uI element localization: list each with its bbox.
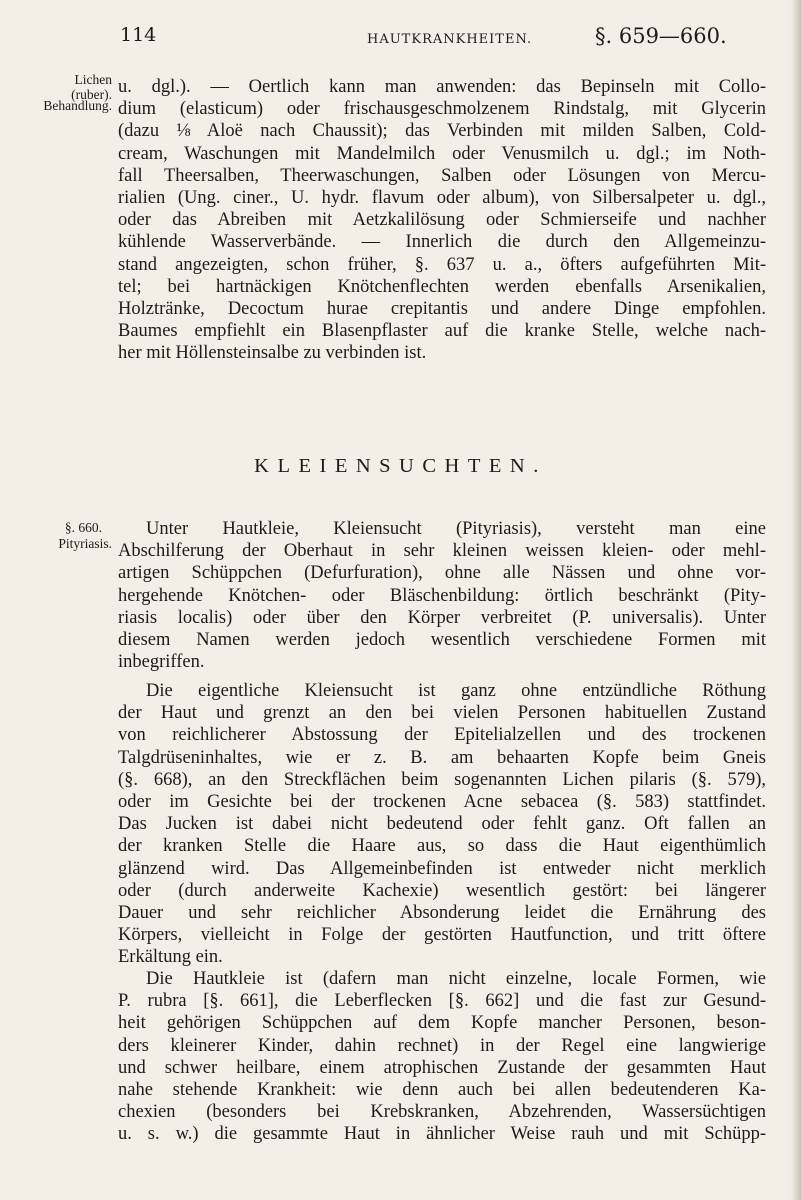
text-line: her mit Höllensteinsalbe zu verbinden ist.	[118, 343, 427, 364]
text-line: ders kleinerer Kinder, dahin rechnet) in der Regel eine langwierige	[118, 1035, 766, 1056]
text-line: Dauer und sehr reichlicher Absonderung leidet die Ernährung des	[118, 903, 766, 924]
page-edge	[791, 0, 801, 1200]
text-line: und schwer heilbare, einem atrophischen Zustande der gesammten Haut	[118, 1057, 766, 1078]
text-line: Abschilferung der Oberhaut in sehr kleinen weissen kleien- oder mehl-	[118, 541, 766, 562]
text-line: hergehende Knötchen- oder Bläschenbildung: örtlich beschränkt (Pity-	[118, 585, 766, 606]
paragraph-definition	[118, 518, 766, 673]
text-line: Die eigentliche Kleiensucht ist ganz ohne entzündliche Röthung	[146, 681, 766, 701]
paragraph-course	[118, 968, 766, 1146]
text-line: diesem Namen werden jedoch wesentlich verschiedene Formen mit	[118, 630, 766, 651]
text-line: heit gehörigen Schüppchen auf dem Kopfe mancher Personen, beson-	[118, 1013, 766, 1034]
paragraph-treatment	[118, 76, 766, 365]
text-line: nahe stehende Krankheit: wie denn auch bei allen bedeutenderen Ka-	[118, 1080, 766, 1101]
section-range: §. 659—660.	[595, 24, 727, 48]
text-line: rialien (Ung. ciner., U. hydr. flavum oder album), von Silbersalpeter u. dgl.,	[118, 188, 766, 209]
text-line: cream, Waschungen mit Mandelmilch oder Venusmilch u. dgl.; im Noth-	[118, 143, 766, 164]
text-line: Erkältung ein.	[118, 947, 223, 968]
text-line: artigen Schüppchen (Defurfuration), ohne alle Nässen und ohne vor-	[118, 563, 766, 584]
text-line: (§. 668), an den Streckflächen beim sogenannten Lichen pilaris (§. 579),	[118, 769, 766, 790]
text-line: der Haut und grenzt an den bei vielen Personen habituellen Zustand	[118, 703, 766, 724]
margin-note-pityriasis: Pityriasis.	[58, 536, 112, 551]
text-line: kühlende Wasserverbände. — Innerlich die durch den Allgemeinzu-	[118, 232, 766, 253]
margin-note-lichen: Lichen (ruber).	[71, 72, 112, 102]
text-line: der kranken Stelle die Haare aus, so dass die Haut eigenthümlich	[118, 836, 766, 857]
text-line: chexien (besonders bei Krebskranken, Abzehrenden, Wassersüchtigen	[118, 1102, 766, 1123]
text-line: Unter Hautkleie, Kleiensucht (Pityriasis), versteht man eine	[146, 519, 766, 539]
page-number: 114	[120, 24, 157, 46]
margin-note-section-660: §. 660.	[64, 520, 102, 535]
text-line: dium (elasticum) oder frischausgeschmolzenem Rindstalg, mit Glycerin	[118, 99, 766, 120]
running-head: HAUTKRANKHEITEN.	[367, 32, 533, 47]
text-line: (dazu ⅛ Aloë nach Chaussit); das Verbinden mit milden Salben, Cold-	[118, 121, 766, 142]
text-line: P. rubra [§. 661], die Leberflecken [§. 662] und die fast zur Gesund-	[118, 991, 766, 1012]
text-line: riasis localis) oder über den Körper verbreitet (P. universalis). Unter	[118, 607, 766, 628]
text-line: fall Theersalben, Theerwaschungen, Salben oder Lösungen von Mercu-	[118, 165, 766, 186]
text-line: Das Jucken ist dabei nicht bedeutend oder fehlt ganz. Oft fallen an	[118, 814, 766, 835]
text-line: oder (durch anderweite Kachexie) wesentlich gestört: bei längerer	[118, 880, 766, 901]
text-line: inbegriffen.	[118, 652, 205, 673]
section-title: KLEIENSUCHTEN.	[254, 455, 547, 477]
page-header	[0, 22, 801, 56]
text-line: Körpers, vielleicht in Folge der gestörten Hautfunction, und tritt öftere	[118, 925, 766, 946]
text-line: tel; bei hartnäckigen Knötchenflechten werden ebenfalls Arsenikalien,	[118, 276, 766, 297]
text-line: oder das Abreiben mit Aetzkalilösung oder Schmierseife und nachher	[118, 210, 766, 231]
text-line: u. s. w.) die gesammte Haut in ähnlicher Weise rauh und mit Schüpp-	[118, 1124, 766, 1145]
text-line: u. dgl.). — Oertlich kann man anwenden: das Bepinseln mit Collo-	[118, 77, 766, 97]
paragraph-description	[118, 680, 766, 969]
text-line: Talgdrüseninhaltes, wie er z. B. am behaarten Kopfe beim Gneis	[118, 747, 766, 768]
margin-note-behandlung: Behandlung.	[43, 98, 112, 113]
text-line: oder im Gesichte bei der trockenen Acne sebacea (§. 583) stattfindet.	[118, 792, 766, 813]
text-line: Baumes empfiehlt ein Blasenpflaster auf die kranke Stelle, welche nach-	[118, 321, 766, 342]
text-line: Holztränke, Decoctum hurae crepitantis und andere Dinge empfohlen.	[118, 299, 766, 320]
text-line: Die Hautkleie ist (dafern man nicht einzelne, locale Formen, wie	[146, 969, 766, 989]
text-line: von reichlicherer Abstossung der Epitelialzellen und des trockenen	[118, 725, 766, 746]
text-line: glänzend wird. Das Allgemeinbefinden ist entweder nicht merklich	[118, 858, 766, 879]
text-line: stand angezeigten, schon früher, §. 637 u. a., öfters aufgeführten Mit-	[118, 254, 766, 275]
